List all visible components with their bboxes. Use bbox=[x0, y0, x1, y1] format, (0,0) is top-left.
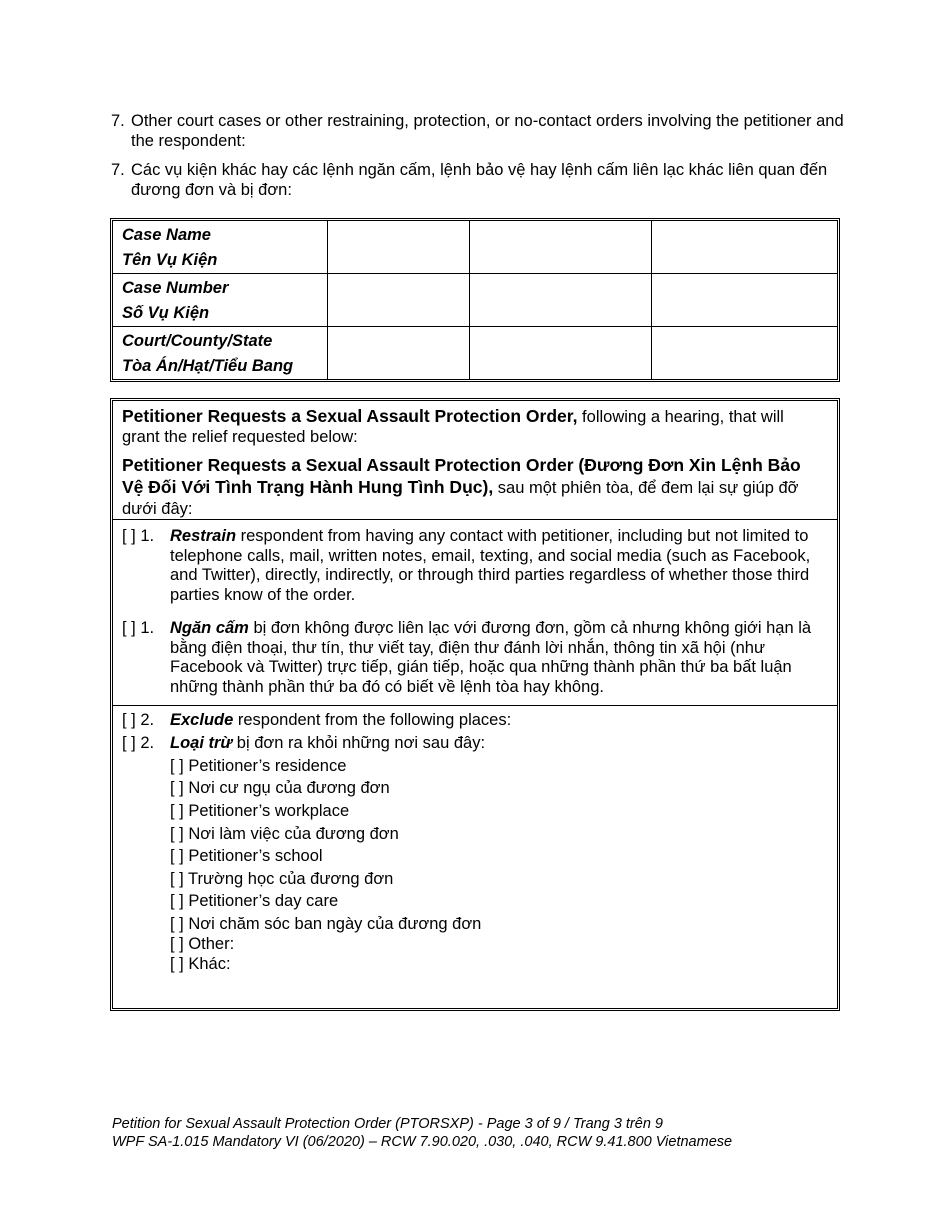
exclude-text-vi bbox=[170, 734, 827, 754]
exclude-text-en bbox=[170, 711, 827, 731]
place-option-school-vi[interactable]: [ ] Trường học của đương đơn bbox=[170, 870, 394, 888]
exclude-option-vi[interactable] bbox=[122, 734, 827, 754]
item-text: Các vụ kiện khác hay các lệnh ngăn cấm, lệnh bảo vệ hay lệnh cấm liên lạc khác liên quan đến đương đơn và bị đơn: bbox=[131, 161, 828, 199]
exclude-keyword: Exclude bbox=[170, 711, 234, 729]
row-label bbox=[113, 274, 328, 327]
footer-line-1: Petition for Sexual Assault Protection Order (PTORSXP) - Page 3 of 9 / Trang 3 trên 9 bbox=[112, 1116, 663, 1132]
request-title-vi: Petitioner Requests a Sexual Assault Protection Order (Đương Đơn Xin Lệnh Bảo Vệ Đối Với Tình Trạng Hành Hung Tình Dục), bbox=[122, 455, 801, 497]
exclude-checkbox[interactable]: [ ] 2. bbox=[122, 734, 155, 752]
restrain-option-en[interactable] bbox=[122, 527, 827, 605]
item-7-vi bbox=[111, 161, 851, 200]
table-row bbox=[113, 221, 837, 274]
request-heading-vi bbox=[122, 455, 822, 520]
case-cell[interactable] bbox=[470, 274, 652, 327]
footer-line-2: WPF SA-1.015 Mandatory VI (06/2020) – RCW 7.90.020, .030, .040, RCW 9.41.800 Vietnamese bbox=[112, 1134, 733, 1150]
case-cell[interactable] bbox=[328, 221, 470, 274]
place-option-other-vi[interactable]: [ ] Khác: bbox=[170, 955, 231, 973]
item-7-en bbox=[111, 112, 851, 151]
place-option-residence-en[interactable]: [ ] Petitioner’s residence bbox=[170, 757, 347, 775]
exclude-keyword: Loại trừ bbox=[170, 734, 233, 752]
request-text-en: following a hearing, that will grant the relief requested below: bbox=[122, 408, 784, 446]
restrain-checkbox[interactable]: [ ] 1. bbox=[122, 527, 155, 545]
place-option-school-en[interactable]: [ ] Petitioner’s school bbox=[170, 847, 323, 865]
place-option-daycare-vi[interactable]: [ ] Nơi chăm sóc ban ngày của đương đơn bbox=[170, 915, 482, 933]
case-cell[interactable] bbox=[652, 274, 837, 327]
exclude-description: respondent from the following places: bbox=[233, 711, 512, 729]
label-vi: Tòa Án/Hạt/Tiểu Bang bbox=[122, 357, 294, 375]
exclude-section bbox=[113, 706, 837, 1008]
label-en: Case Name bbox=[122, 226, 211, 244]
item-text: Other court cases or other restraining, protection, or no-contact orders involving the petitioner and the respondent: bbox=[131, 112, 844, 150]
case-cell[interactable] bbox=[328, 274, 470, 327]
request-box bbox=[110, 398, 840, 1011]
case-table bbox=[110, 218, 840, 382]
request-heading-en bbox=[122, 407, 822, 447]
table-row bbox=[113, 327, 837, 379]
item-number: 7. bbox=[111, 112, 125, 130]
restrain-description: bị đơn không được liên lạc với đương đơn, gồm cả nhưng không giới hạn là bằng điện thoại, thư tín, thư viết tay, điện thư đánh lời nhắn, thông tin xã hội (như Facebook và Twitter) trực tiếp, gián tiếp, hoặc qua những thành phần thứ ba bất luận những thành phần thứ ba đó có biết về lệnh tòa hay không. bbox=[170, 619, 812, 696]
exclude-option-en[interactable] bbox=[122, 711, 827, 731]
case-cell[interactable] bbox=[328, 327, 470, 379]
place-option-other-en[interactable]: [ ] Other: bbox=[170, 935, 235, 953]
label-vi: Tên Vụ Kiện bbox=[122, 251, 218, 269]
restrain-section bbox=[113, 520, 837, 706]
case-cell[interactable] bbox=[652, 327, 837, 379]
case-cell[interactable] bbox=[652, 221, 837, 274]
restrain-checkbox[interactable]: [ ] 1. bbox=[122, 619, 155, 637]
row-label bbox=[113, 327, 328, 379]
restrain-description: respondent from having any contact with petitioner, including but not limited to telephone calls, mail, written notes, email, texting, and social media (such as Facebook, and Twitter), directly, indirectly, or through third parties regardless of whether those third parties know of the order. bbox=[170, 527, 811, 604]
restrain-text-en bbox=[170, 527, 827, 605]
label-vi: Số Vụ Kiện bbox=[122, 304, 210, 322]
request-title-en: Petitioner Requests a Sexual Assault Protection Order, bbox=[122, 406, 578, 426]
row-label bbox=[113, 221, 328, 274]
case-cell[interactable] bbox=[470, 327, 652, 379]
case-cell[interactable] bbox=[470, 221, 652, 274]
place-option-workplace-en[interactable]: [ ] Petitioner’s workplace bbox=[170, 802, 350, 820]
label-en: Court/County/State bbox=[122, 332, 273, 350]
place-option-residence-vi[interactable]: [ ] Nơi cư ngụ của đương đơn bbox=[170, 779, 390, 797]
table-row bbox=[113, 274, 837, 327]
restrain-keyword: Restrain bbox=[170, 527, 237, 545]
restrain-text-vi bbox=[170, 619, 827, 697]
restrain-option-vi[interactable] bbox=[122, 619, 827, 697]
request-text-vi: sau một phiên tòa, để đem lại sự giúp đỡ dưới đây: bbox=[122, 479, 799, 518]
place-option-workplace-vi[interactable]: [ ] Nơi làm việc của đương đơn bbox=[170, 825, 399, 843]
item-number: 7. bbox=[111, 161, 125, 179]
label-en: Case Number bbox=[122, 279, 229, 297]
restrain-keyword: Ngăn cấm bbox=[170, 619, 249, 637]
request-heading-section bbox=[113, 401, 837, 520]
exclude-checkbox[interactable]: [ ] 2. bbox=[122, 711, 155, 729]
place-option-daycare-en[interactable]: [ ] Petitioner’s day care bbox=[170, 892, 339, 910]
exclude-description: bị đơn ra khỏi những nơi sau đây: bbox=[232, 734, 486, 752]
